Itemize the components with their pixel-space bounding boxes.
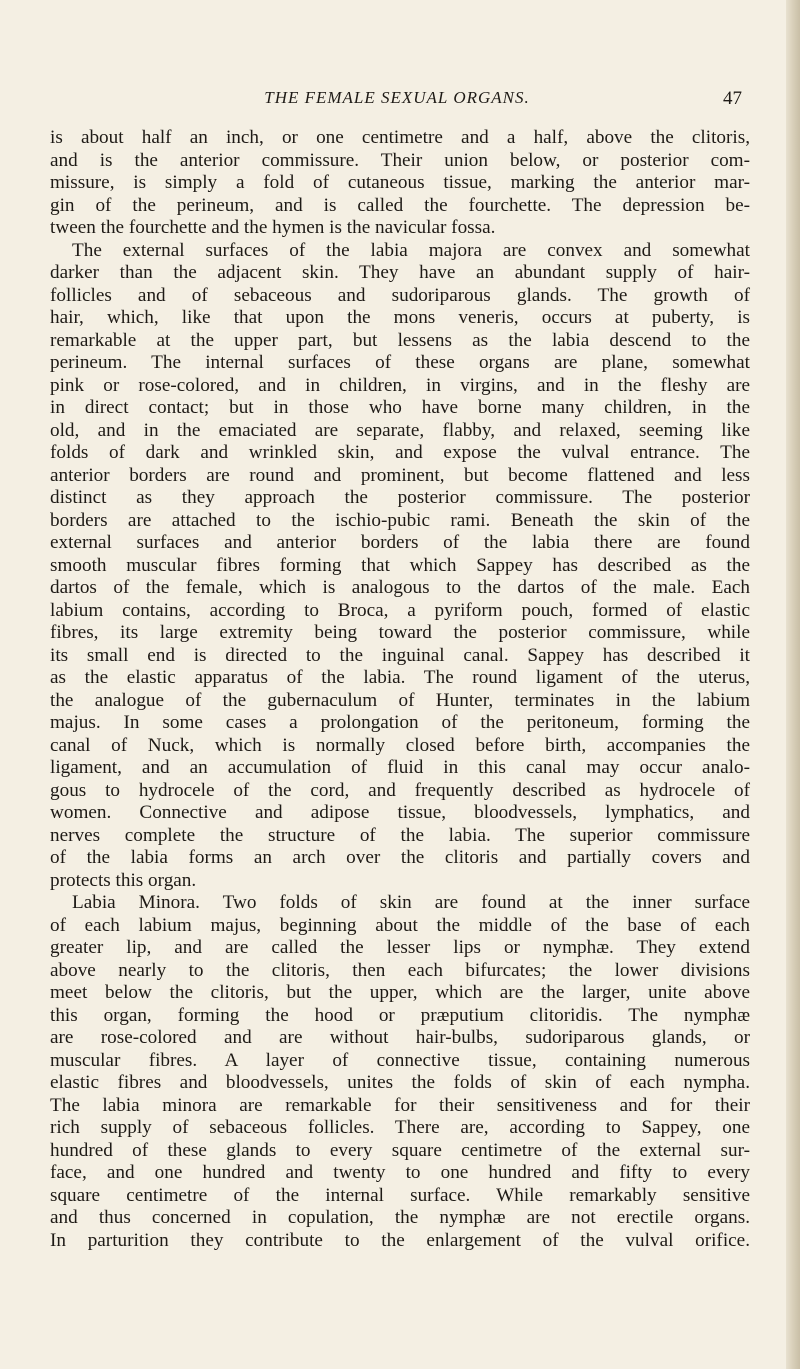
text-line: elastic fibres and bloodvessels, unites the folds of skin of each nympha. — [50, 1072, 750, 1093]
text-line: The labia minora are remarkable for their sensitiveness and for their — [50, 1094, 750, 1116]
body-text — [50, 127, 750, 1252]
text-line: gin of the perineum, and is called the fourchette. The depression be- — [50, 194, 750, 216]
text-line: remarkable at the upper part, but lessens as the labia descend to the — [50, 329, 750, 351]
text-line: majus. In some cases a prolongation of the peritoneum, forming the — [50, 712, 750, 733]
text-line: old, and in the emaciated are separate, flabby, and relaxed, seeming like — [50, 419, 750, 441]
text-line: tween the fourchette and the hymen is the navicular fossa. — [50, 217, 496, 238]
text-line: women. Connective and adipose tissue, bloodvessels, lymphatics, and — [50, 802, 750, 823]
text-line: square centimetre of the internal surface. While remarkably sensitive — [50, 1184, 750, 1206]
text-line: and is the anterior commissure. Their union below, or posterior com- — [50, 149, 750, 171]
text-line: muscular fibres. A layer of connective tissue, containing numerous — [50, 1049, 750, 1071]
text-line: smooth muscular fibres forming that which Sappey has described as the — [50, 554, 750, 576]
text-line: as the elastic apparatus of the labia. The round ligament of the uterus, — [50, 667, 750, 688]
text-line: in direct contact; but in those who have borne many children, in the — [50, 397, 750, 418]
text-line: perineum. The internal surfaces of these organs are plane, somewhat — [50, 352, 750, 373]
text-line: distinct as they approach the posterior commissure. The posterior — [50, 487, 750, 508]
text-line: of each labium majus, beginning about the middle of the base of each — [50, 914, 750, 936]
text-line: canal of Nuck, which is normally closed before birth, accompanies the — [50, 734, 750, 756]
text-line: pink or rose-colored, and in children, in virgins, and in the fleshy are — [50, 374, 750, 396]
running-head: THE FEMALE SEXUAL ORGANS. — [264, 88, 530, 107]
page-header — [52, 88, 742, 118]
text-line: darker than the adjacent skin. They have an abundant supply of hair- — [50, 262, 750, 283]
text-line: Labia Minora. Two folds of skin are found at the inner surface — [72, 892, 750, 913]
text-line: hundred of these glands to every square centimetre of the external sur- — [50, 1139, 750, 1161]
text-line: follicles and of sebaceous and sudoriparous glands. The growth of — [50, 284, 750, 306]
text-line: and thus concerned in copulation, the nymphæ are not erectile organs. — [50, 1207, 750, 1228]
text-line: gous to hydrocele of the cord, and frequently described as hydrocele of — [50, 779, 750, 801]
text-line: its small end is directed to the inguinal canal. Sappey has described it — [50, 644, 750, 666]
text-line: In parturition they contribute to the enlargement of the vulval orifice. — [50, 1229, 750, 1251]
text-line: hair, which, like that upon the mons veneris, occurs at puberty, is — [50, 307, 750, 328]
text-line: of the labia forms an arch over the clitoris and partially covers and — [50, 847, 750, 868]
text-line: borders are attached to the ischio-pubic rami. Beneath the skin of the — [50, 509, 750, 531]
text-line: is about half an inch, or one centimetre and a half, above the clitoris, — [50, 127, 750, 148]
text-line: ligament, and an accumulation of fluid in this canal may occur analo- — [50, 757, 750, 778]
text-line: meet below the clitoris, but the upper, which are the larger, unite above — [50, 982, 750, 1003]
text-line: the analogue of the gubernaculum of Hunter, terminates in the labium — [50, 689, 750, 711]
text-line: above nearly to the clitoris, then each bifurcates; the lower divisions — [50, 959, 750, 981]
page-number: 47 — [723, 88, 742, 109]
text-line: dartos of the female, which is analogous to the dartos of the male. Each — [50, 577, 750, 598]
text-line: greater lip, and are called the lesser lips or nymphæ. They extend — [50, 937, 750, 958]
text-line: folds of dark and wrinkled skin, and expose the vulval entrance. The — [50, 442, 750, 463]
text-line: The external surfaces of the labia majora are convex and somewhat — [72, 239, 750, 261]
page-edge-shadow — [786, 0, 800, 1369]
text-line: labium contains, according to Broca, a pyriform pouch, formed of elastic — [50, 599, 750, 621]
text-line: this organ, forming the hood or præputium clitoridis. The nymphæ — [50, 1004, 750, 1026]
text-line: fibres, its large extremity being toward the posterior commissure, while — [50, 622, 750, 643]
text-line: face, and one hundred and twenty to one hundred and fifty to every — [50, 1162, 750, 1183]
text-line: external surfaces and anterior borders of the labia there are found — [50, 532, 750, 553]
text-line: missure, is simply a fold of cutaneous tissue, marking the anterior mar- — [50, 172, 750, 193]
text-line: protects this organ. — [50, 869, 197, 891]
text-line: rich supply of sebaceous follicles. There are, according to Sappey, one — [50, 1117, 750, 1138]
text-line: nerves complete the structure of the labia. The superior commissure — [50, 824, 750, 846]
text-line: anterior borders are round and prominent, but become flattened and less — [50, 464, 750, 486]
text-line: are rose-colored and are without hair-bulbs, sudoriparous glands, or — [50, 1027, 750, 1048]
